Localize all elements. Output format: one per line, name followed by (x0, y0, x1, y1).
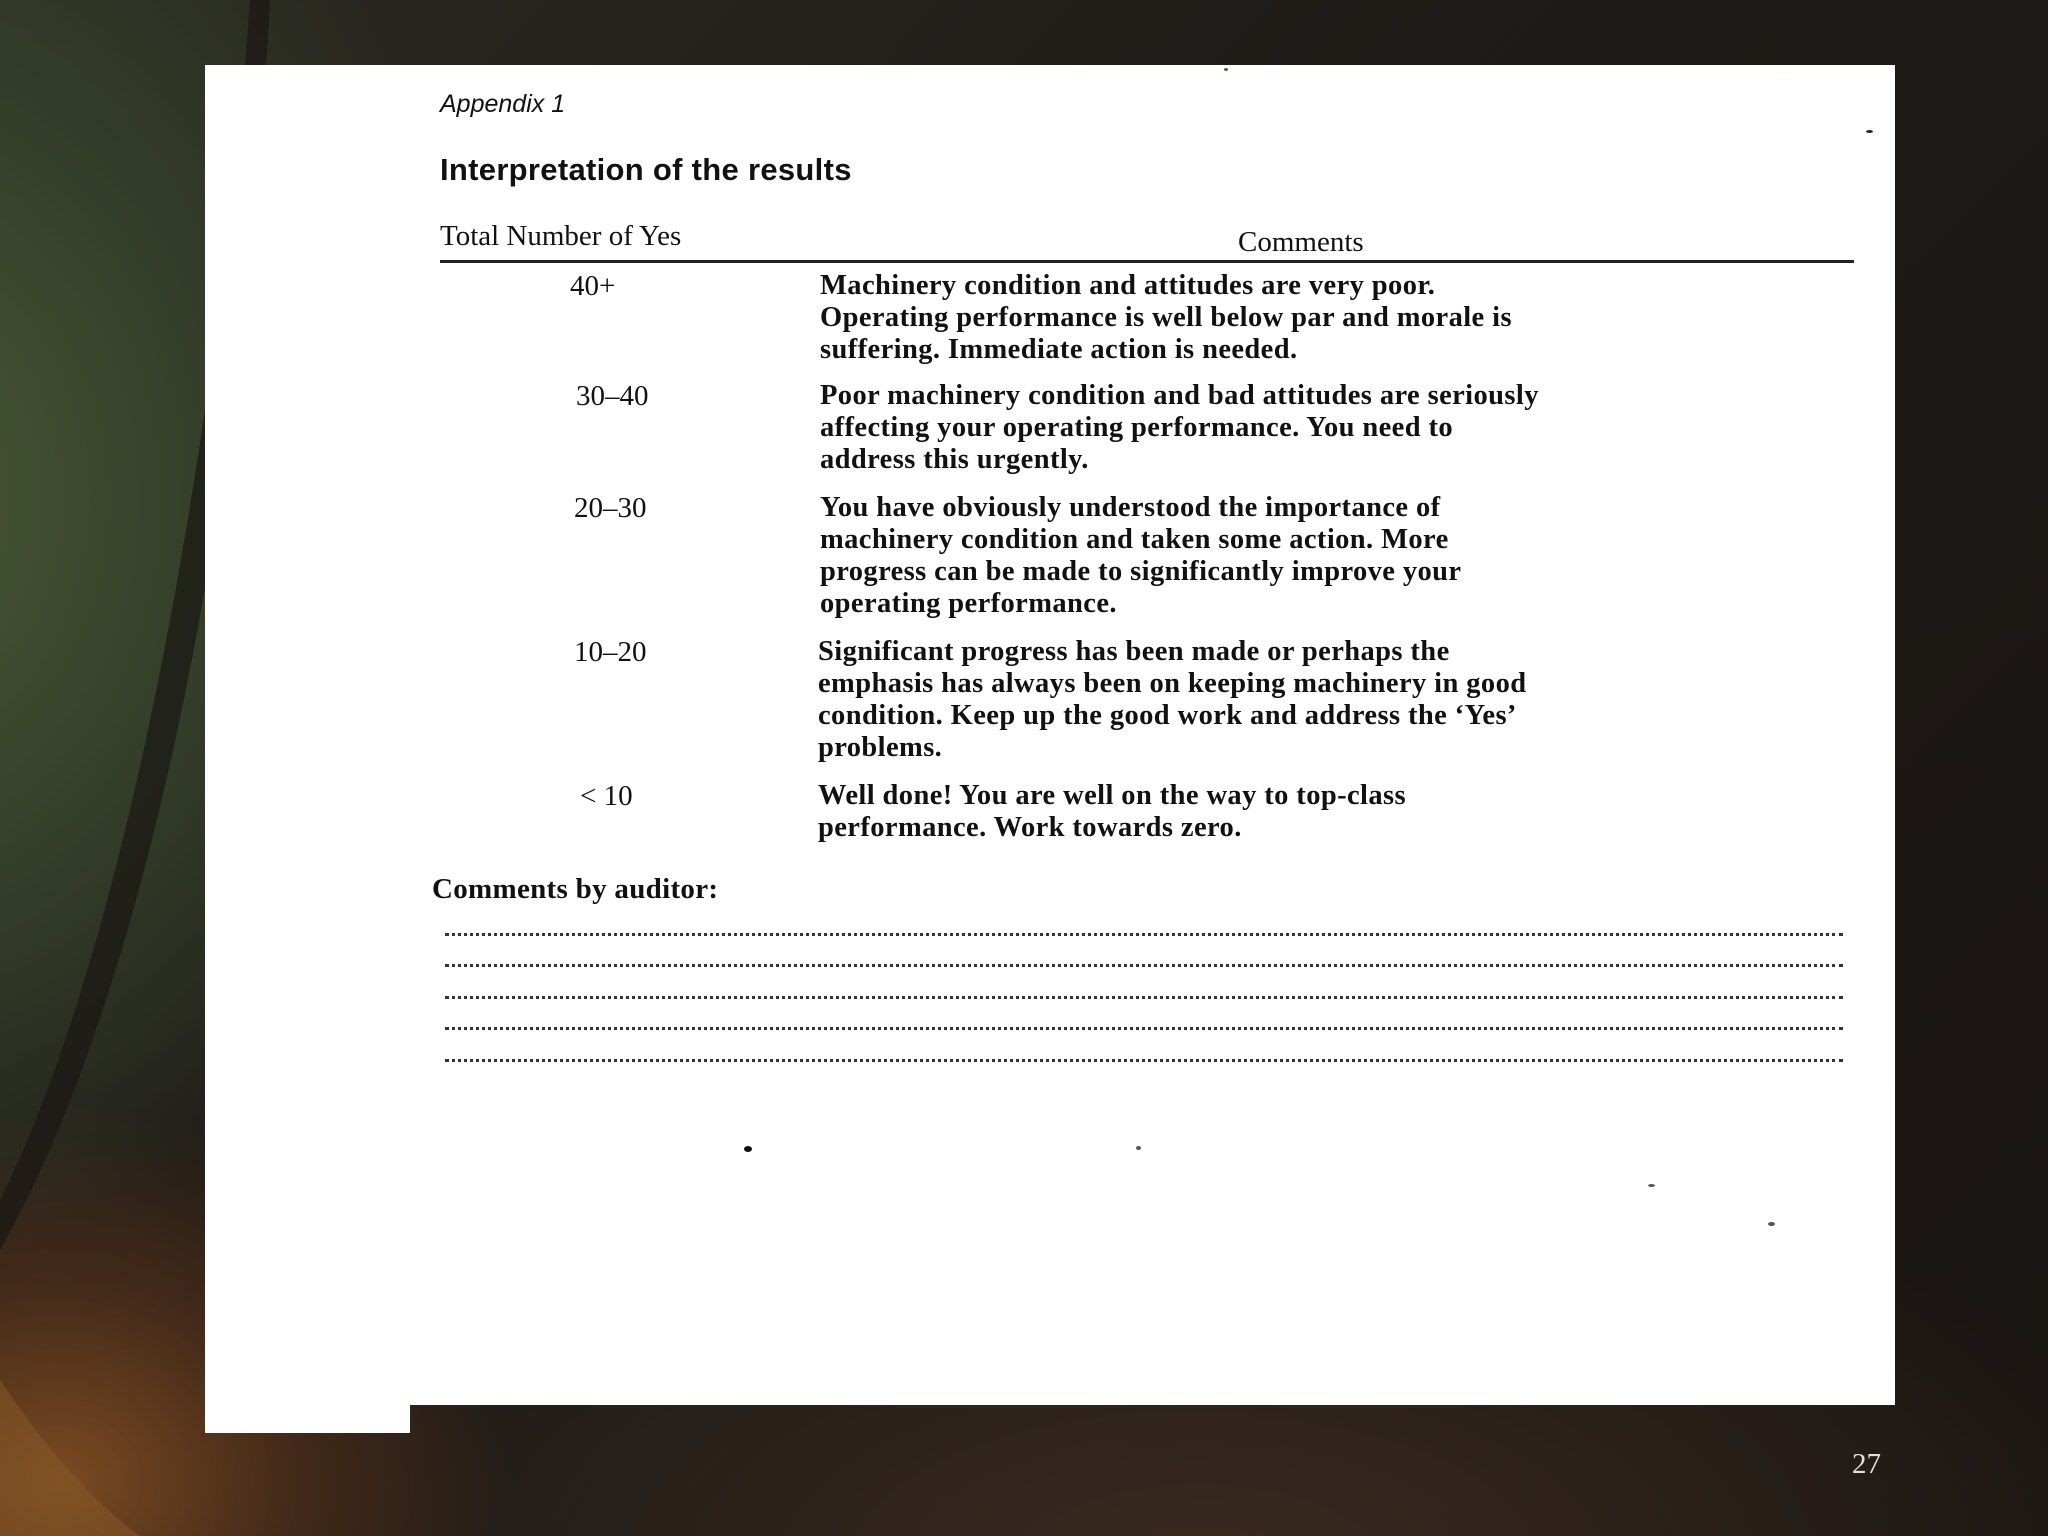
comment-line: problems. (818, 732, 943, 763)
scan-speck (1224, 68, 1228, 71)
slide-number: 27 (1852, 1448, 1881, 1480)
page-edge (205, 1405, 410, 1433)
comment-line: suffering. Immediate action is needed. (820, 334, 1298, 365)
comment-line: progress can be made to significantly improve your (820, 556, 1462, 587)
header-rule (440, 260, 1854, 263)
range-value: 40+ (570, 270, 616, 302)
comment-line: Machinery condition and attitudes are very poor. (820, 270, 1436, 301)
scan-speck (1136, 1146, 1141, 1150)
row-comment (818, 636, 1858, 764)
row-comment (820, 492, 1860, 620)
comment-line: address this urgently. (820, 444, 1089, 475)
comment-line: affecting your operating performance. You need to (820, 412, 1454, 443)
range-value: 10–20 (574, 636, 647, 668)
comment-line: Operating performance is well below par and morale is (820, 302, 1512, 333)
comment-line: machinery condition and taken some action. More (820, 524, 1449, 555)
range-value: 30–40 (576, 380, 649, 412)
range-value: 20–30 (574, 492, 647, 524)
scan-speck (744, 1146, 752, 1152)
row-comment (818, 780, 1858, 844)
comment-line-blank (445, 996, 1843, 999)
comment-line-blank (445, 1027, 1843, 1030)
document-title: Interpretation of the results (440, 152, 852, 187)
row-comment (820, 270, 1860, 366)
comment-line: Well done! You are well on the way to top-class (818, 780, 1406, 811)
row-comment (820, 380, 1860, 476)
auditor-comments-label: Comments by auditor: (432, 873, 719, 905)
comment-line: condition. Keep up the good work and address the ‘Yes’ (818, 700, 1517, 731)
appendix-label: Appendix 1 (440, 90, 566, 118)
comment-line-blank (445, 933, 1843, 936)
count-column-header: Total Number of Yes (440, 220, 682, 252)
comment-line: Significant progress has been made or perhaps the (818, 636, 1450, 667)
scan-speck (1768, 1222, 1775, 1226)
comment-line-blank (445, 964, 1843, 967)
scan-speck (1648, 1184, 1655, 1187)
comment-line: emphasis has always been on keeping machinery in good (818, 668, 1527, 699)
comment-line: You have obviously understood the importance of (820, 492, 1441, 523)
scan-speck (1866, 130, 1873, 133)
comment-column-header: Comments (1238, 226, 1364, 258)
comment-line: Poor machinery condition and bad attitudes are seriously (820, 380, 1539, 411)
comment-line: performance. Work towards zero. (818, 812, 1242, 843)
comment-line-blank (445, 1059, 1843, 1062)
comment-line: operating performance. (820, 588, 1117, 619)
range-value: < 10 (580, 780, 633, 812)
